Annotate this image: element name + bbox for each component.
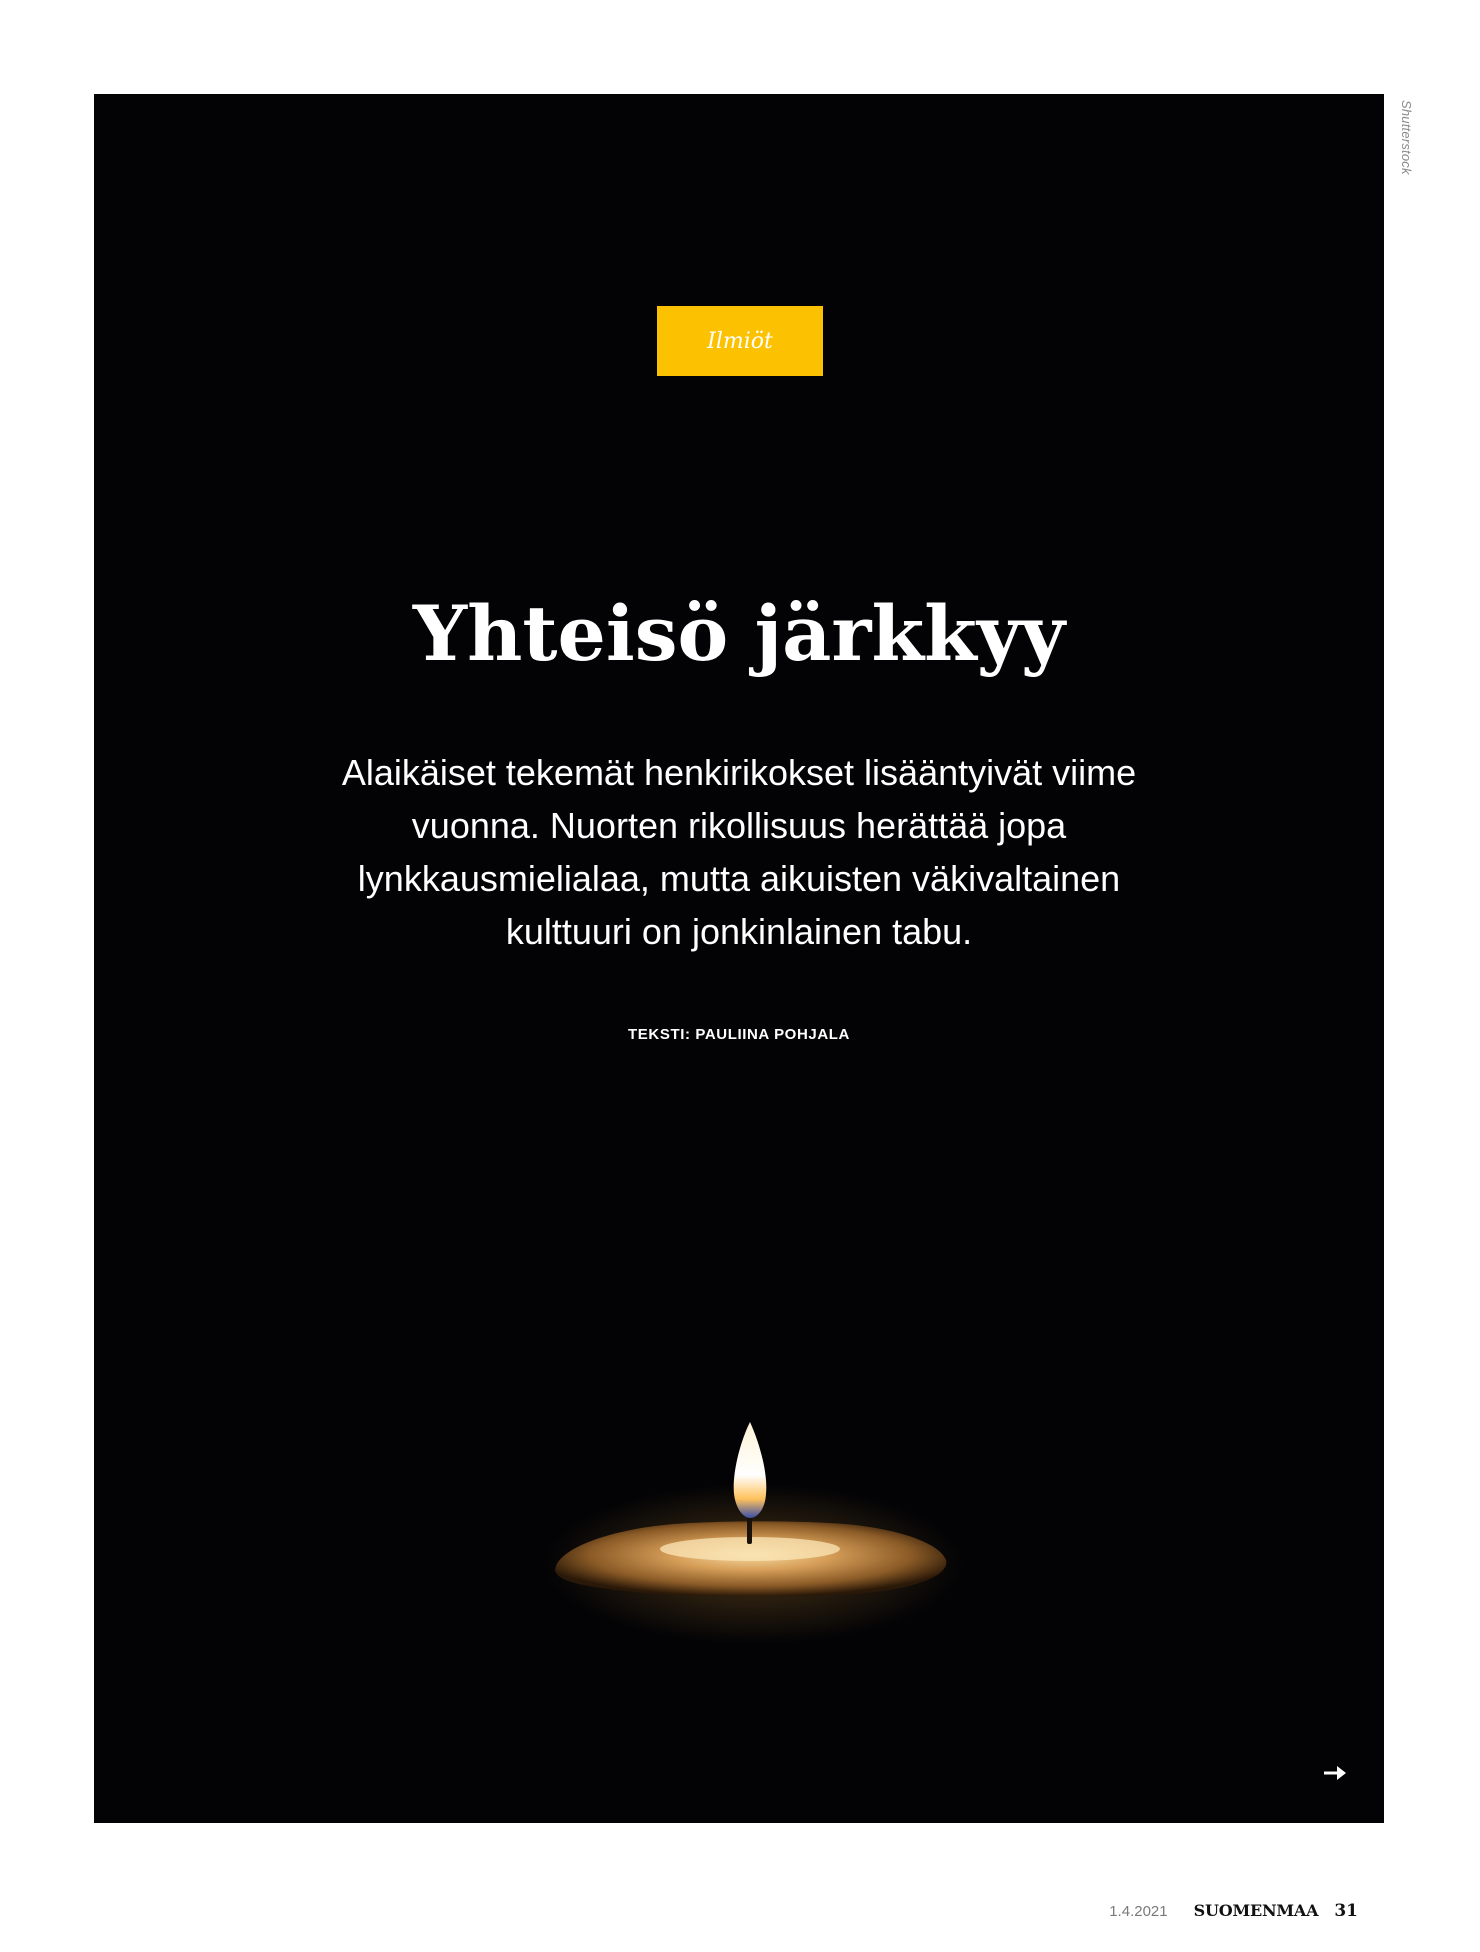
lead-paragraph: Alaikäiset tekemät henkirikokset lisääntyivät viime vuonna. Nuorten rikollisuus herättää jopa lynkkausmielialaa, mutta aikuisten väkivaltainen kulttuuri on jonkinlainen tabu. [341,752,1137,952]
magazine-name: SUOMENMAA [1193,1901,1319,1920]
page-footer [1100,1901,1358,1931]
candle-illustration [544,1324,964,1654]
page-number: 31 [1334,1901,1358,1921]
headline: Yhteisö järkkyy [412,589,1066,678]
section-label: Ilmiöt [707,328,773,354]
arrow-right-icon [1322,1764,1348,1782]
section-badge [657,306,823,376]
hero-photo [94,94,1384,1823]
candle-flame [734,1422,767,1518]
photo-credit: Shutterstock [1399,100,1414,175]
byline: TEKSTI: PAULIINA POHJALA [628,1026,850,1043]
issue-date: 1.4.2021 [1109,1903,1168,1920]
